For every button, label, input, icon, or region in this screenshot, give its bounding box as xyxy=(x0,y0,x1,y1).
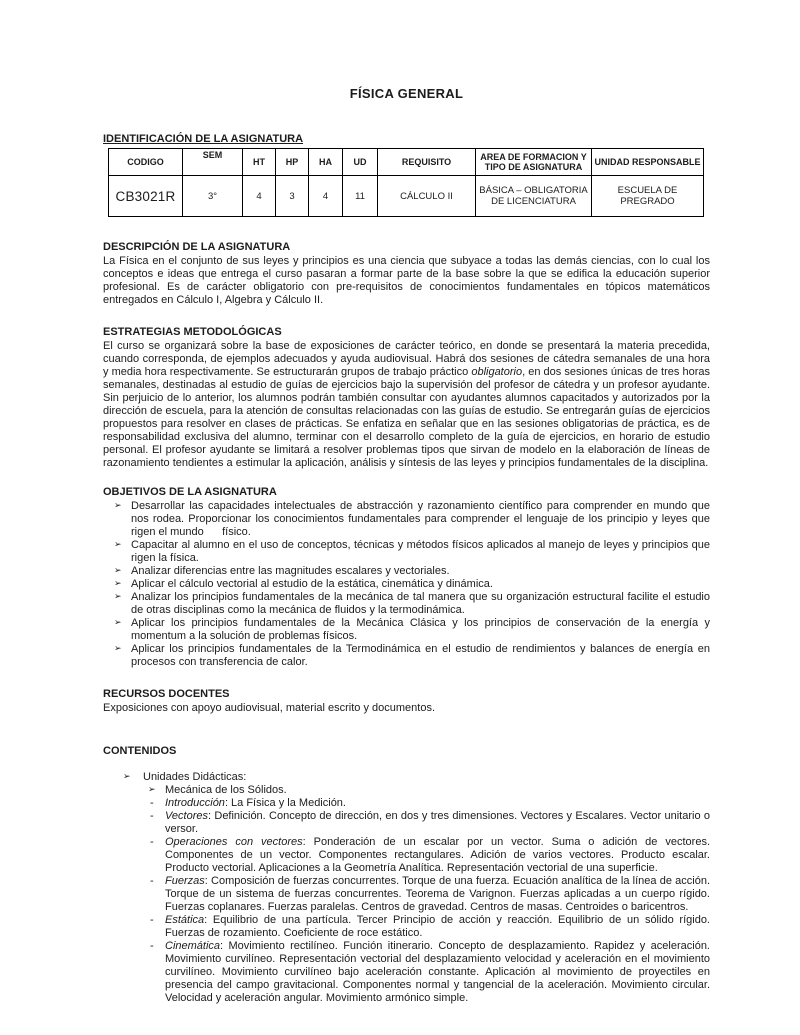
col-header-codigo: CODIGO xyxy=(109,149,183,176)
content-topic-text: : Definición. Concepto de dirección, en dos y tres dimensiones. Vectores y Escalares. Vector unitario o versor. xyxy=(165,810,710,835)
arrow-bullet-icon: ➢ xyxy=(114,592,122,602)
content-topic xyxy=(165,875,710,914)
resources-body: Exposiciones con apoyo audiovisual, material escrito y documentos. xyxy=(103,702,436,714)
cell-ht: 4 xyxy=(243,176,276,217)
section-objectives xyxy=(103,486,710,669)
objective-text: Desarrollar las capacidades intelectuales de abstracción y razonamiento científico para comprender en mundo que nos rodea. Proporcionar los conocimientos fundamentales para comprender el lenguaje de los principio y leyes que rigen el mundo físico. xyxy=(131,500,710,538)
section-identification xyxy=(103,133,710,217)
content-topic-lead: Estática xyxy=(165,914,205,926)
col-header-unidad-responsable: UNIDAD RESPONSABLE xyxy=(592,149,704,176)
dash-bullet-icon: - xyxy=(150,797,154,809)
dash-bullet-icon: - xyxy=(150,914,154,926)
cell-area-formacion: BÁSICA – OBLIGATORIA DE LICENCIATURA xyxy=(476,176,592,217)
col-header-sem: SEM xyxy=(183,149,243,176)
list-item xyxy=(103,539,710,565)
cell-hp: 3 xyxy=(276,176,309,217)
objective-text: Analizar los principios fundamentales de la mecánica de tal manera que su organización estructural facilite el estudio de otras disciplinas como la mecánica de fluidos y la termodinámica. xyxy=(131,591,710,616)
strategies-heading: ESTRATEGIAS METODOLÓGICAS xyxy=(103,326,282,338)
objective-text: Aplicar los principios fundamentales de la Mecánica Clásica y los principios de conservación de la energía y momentum a la solución de problemas físicos. xyxy=(131,617,710,642)
content-topic xyxy=(165,940,710,1005)
objectives-list xyxy=(103,500,710,669)
list-item xyxy=(103,643,710,669)
strategies-body xyxy=(103,340,710,470)
arrow-bullet-icon: ➢ xyxy=(148,785,156,795)
dash-bullet-icon: - xyxy=(150,875,154,887)
list-item xyxy=(103,565,710,578)
list-item xyxy=(150,810,710,836)
strategies-body-part1: El curso se organizará sobre la base de exposiciones de carácter teórico, en donde se presentará la materia precedida, cuando corresponda, de ejemplos adecuados y ayuda audiovisual. Habrá dos sesiones de cátedra semanales de una hora y media hora respectivamente. Se estructurarán grupos de trabajo práctico xyxy=(103,340,710,378)
col-header-hp: HP xyxy=(276,149,309,176)
objective-text: Aplicar los principios fundamentales de la Termodinámica en el estudio de rendimientos y balances de energía en procesos con transferencia de calor. xyxy=(131,643,710,668)
content-topic-text: : Equilibrio de una partícula. Tercer Principio de acción y reacción. Equilibrio de un sólido rígido. Fuerzas de rozamiento. Coeficiente de roce estático. xyxy=(165,914,710,939)
arrow-bullet-icon: ➢ xyxy=(114,644,122,654)
list-item xyxy=(148,784,710,797)
col-header-ht: HT xyxy=(243,149,276,176)
list-item xyxy=(150,875,710,914)
dash-bullet-icon: - xyxy=(150,836,154,848)
content-topic xyxy=(165,797,710,810)
resources-heading: RECURSOS DOCENTES xyxy=(103,688,230,700)
list-item xyxy=(150,797,710,810)
content-topic-text: : La Física y la Medición. xyxy=(224,797,346,809)
contents-level2-text: Mecánica de los Sólidos. xyxy=(165,784,287,796)
arrow-bullet-icon: ➢ xyxy=(114,566,122,576)
list-item xyxy=(150,940,710,1005)
list-item xyxy=(103,591,710,617)
content-topic-lead: Fuerzas xyxy=(165,875,205,887)
section-strategies xyxy=(103,326,710,470)
content-topic-text: : Movimiento rectilíneo. Función itinerario. Concepto de desplazamiento. Rapidez y aceleración. Movimiento curvilíneo. Representación vectorial del desplazamiento velocidad y aceleración en el movimiento curvilíneo. Movimiento curvilíneo bajo aceleración constante. Aplicación al movimiento de proyectiles en presencia del campo gravitacional. Componentes normal y tangencial de la aceleración. Movimiento circular. Velocidad y aceleración angular. Movimiento armónico simple. xyxy=(165,940,710,1004)
contents-list xyxy=(103,771,710,1005)
content-topic xyxy=(165,810,710,836)
section-resources xyxy=(103,688,710,715)
identification-table xyxy=(108,148,704,217)
arrow-bullet-icon: ➢ xyxy=(114,501,122,511)
section-contents xyxy=(103,745,710,1005)
table-row xyxy=(109,176,704,217)
cell-unidad-responsable: ESCUELA DE PREGRADO xyxy=(592,176,704,217)
objective-text: Capacitar al alumno en el uso de conceptos, técnicas y métodos físicos aplicados al manejo de leyes y principios que rigen la física. xyxy=(131,539,710,564)
objective-text: Analizar diferencias entre las magnitudes escalares y vectoriales. xyxy=(131,565,450,577)
arrow-bullet-icon: ➢ xyxy=(114,618,122,628)
table-header-row xyxy=(109,149,704,176)
arrow-bullet-icon: ➢ xyxy=(114,540,122,550)
list-item xyxy=(123,771,710,784)
content-topic-text: : Composición de fuerzas concurrentes. Torque de una fuerza. Ecuación analítica de la línea de acción. Torque de un sistema de fuerzas concurrentes. Teorema de Varignon. Fuerzas aplicadas a un cuerpo rígido. Fuerzas coplanares. Fuerzas paralelas. Centros de gravedad. Centros de masas. Centroides o baricentros. xyxy=(165,875,710,913)
dash-bullet-icon: - xyxy=(150,940,154,952)
strategies-italic-word: obligatorio xyxy=(471,366,523,378)
list-item xyxy=(150,914,710,940)
cell-ha: 4 xyxy=(309,176,343,217)
arrow-bullet-icon: ➢ xyxy=(114,579,122,589)
objective-text: Aplicar el cálculo vectorial al estudio de la estática, cinemática y dinámica. xyxy=(131,578,493,590)
col-header-ud: UD xyxy=(343,149,378,176)
cell-codigo: CB3021R xyxy=(109,176,183,217)
list-item xyxy=(150,836,710,875)
col-header-ha: HA xyxy=(309,149,343,176)
content-topic-text: : Ponderación de un escalar por un vector. Suma o adición de vectores. Componentes de un vector. Componentes rectangulares. Adición de varios vectores. Producto escalar. Producto vectorial. Aplicaciones a la Geometría Analítica. Representación vectorial de una superficie. xyxy=(165,836,710,874)
strategies-body-part2: , en dos sesiones únicas de tres horas semanales, destinadas al estudio de guías de ejercicios bajo la supervisión del profesor de cátedra y un profesor ayudante. Sin perjuicio de lo anterior, los alumnos podrán también consultar con ayudantes alumnos capacitados y autorizados por la dirección de escuela, para la atención de consultas relacionadas con las guías de estudio. Se entregarán guías de ejercicios propuestos para resolver en clases de prácticas. Se enfatiza en señalar que en las sesiones obligatorias de práctica, es de responsabilidad exclusiva del alumno, terminar con el desarrollo completo de la guía de ejercicios, en horario de estudio personal. El profesor ayudante se limitará a resolver problemas tipos que sirvan de modelo en la elaboración de líneas de razonamiento tendientes a estimular la aplicación, análisis y síntesis de las leyes y principios fundamentales de la disciplina. xyxy=(103,366,710,469)
content-topic-lead: Introducción xyxy=(165,797,225,809)
section-description xyxy=(103,241,710,307)
content-topic-lead: Vectores xyxy=(165,810,209,822)
list-item xyxy=(103,617,710,643)
content-topic-lead: Operaciones con vectores xyxy=(165,836,303,848)
contents-heading: CONTENIDOS xyxy=(103,745,177,757)
description-body: La Física en el conjunto de sus leyes y principios es una ciencia que subyace a todas las demás ciencias, con lo cual los conceptos e ideas que entrega el curso pasaran a formar parte de la base sobre la que se edifica la educación superior profesional. Es de carácter obligatorio con pre-requisitos de conocimientos fundamentales en tópicos matemáticos entregados en Cálculo I, Algebra y Cálculo II. xyxy=(103,255,710,306)
list-item xyxy=(103,578,710,591)
arrow-bullet-icon: ➢ xyxy=(123,772,131,782)
identification-heading: IDENTIFICACIÓN DE LA ASIGNATURA xyxy=(103,133,304,145)
description-heading: DESCRIPCIÓN DE LA ASIGNATURA xyxy=(103,241,291,253)
content-topic xyxy=(165,914,710,940)
page-title: FÍSICA GENERAL xyxy=(349,86,464,101)
dash-bullet-icon: - xyxy=(150,810,154,822)
cell-requisito: CÁLCULO II xyxy=(378,176,476,217)
col-header-requisito: REQUISITO xyxy=(378,149,476,176)
content-topic-lead: Cinemática xyxy=(165,940,221,952)
col-header-area-formacion: AREA DE FORMACION Y TIPO DE ASIGNATURA xyxy=(476,149,592,176)
list-item xyxy=(103,500,710,539)
content-topic xyxy=(165,836,710,875)
objectives-heading: OBJETIVOS DE LA ASIGNATURA xyxy=(103,486,277,498)
cell-sem: 3° xyxy=(183,176,243,217)
cell-ud: 11 xyxy=(343,176,378,217)
contents-level1-text: Unidades Didácticas: xyxy=(143,771,247,783)
